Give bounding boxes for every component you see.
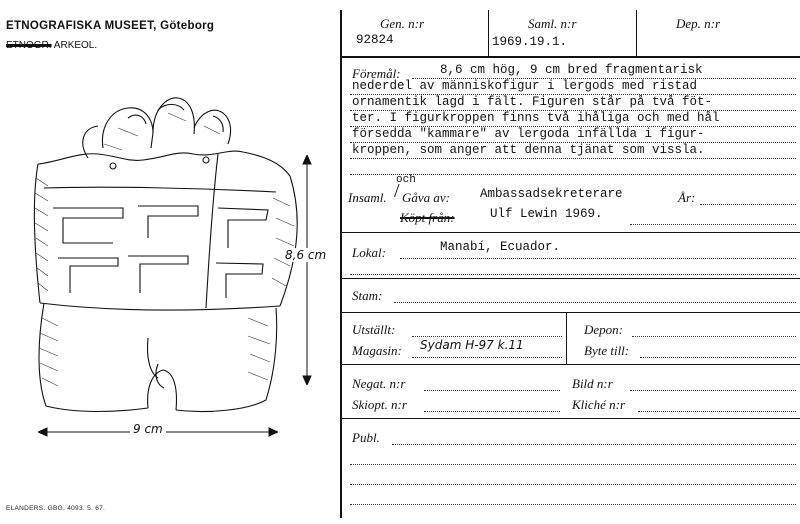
museum-city: Göteborg: [160, 20, 215, 32]
museum-title: ETNOGRAFISKA MUSEET,: [6, 20, 157, 32]
depon-label: Depon:: [584, 322, 623, 337]
utstallt-label: Utställt:: [352, 322, 396, 337]
printer-imprint: ELANDERS. GBG. 4093. 5. 67.: [6, 505, 106, 512]
height-label: 8,6 cm: [285, 248, 327, 262]
department-value: ARKEOL.: [53, 40, 98, 51]
header-bottom-rule: [340, 56, 800, 58]
rule-lokal: [340, 232, 800, 233]
card-left-border: [340, 10, 342, 518]
publ-rule-2: [350, 464, 796, 465]
bild-label: Bild n:r: [572, 376, 613, 391]
gava-rule: [700, 204, 796, 205]
publ-rule-4: [350, 504, 796, 505]
cliche-label: Kliché n:r: [572, 397, 626, 412]
rule-utstallt: [340, 312, 800, 313]
foremal-rule-3: [350, 110, 796, 111]
foremal-rule-7: [350, 174, 796, 175]
foremal-label: Föremål:: [352, 66, 401, 81]
foremal-line-2: nederdel av människofigur i lergods med ristad: [352, 79, 698, 93]
foremal-line-1: 8,6 cm hög, 9 cm bred fragmentarisk: [440, 63, 703, 77]
stam-label: Stam:: [352, 288, 383, 303]
cliche-rule: [638, 411, 796, 412]
publ-rule-3: [350, 484, 796, 485]
foremal-line-3: ornamentik lagd i fält. Figuren står på två föt-: [352, 95, 713, 109]
foremal-line-5: försedda "kammare" av lergoda infällda i figur-: [352, 127, 705, 141]
negat-label: Negat. n:r: [352, 376, 406, 391]
kopt-struck: Köpt från:: [400, 210, 455, 225]
ar-label: År:: [678, 190, 696, 205]
department-struck: ETNOGR.: [6, 40, 52, 51]
header-divider-2: [636, 10, 637, 56]
lokal-value: Manabí, Ecuador.: [440, 240, 561, 254]
gava-label: Gåva av:: [402, 190, 451, 205]
magasin-value: Sydam H-97 k.11: [420, 338, 524, 352]
dep-label: Dep. n:r: [676, 16, 721, 31]
museum-name: [6, 20, 214, 32]
gen-label: Gen. n:r: [380, 16, 425, 31]
foremal-rule-4: [350, 126, 796, 127]
rule-negat: [340, 364, 800, 365]
publ-rule-1: [392, 444, 796, 445]
gava-value: Ambassadsekreterare: [480, 187, 623, 201]
bild-rule: [630, 390, 796, 391]
byte-label: Byte till:: [584, 343, 630, 358]
magasin-rule: [412, 357, 562, 358]
department: [6, 40, 97, 51]
height-dimension: [300, 155, 314, 385]
byte-rule: [640, 357, 796, 358]
utstallt-divider: [566, 312, 567, 364]
foremal-line-4: ter. I figurkroppen finns två ihåliga och med hål: [352, 111, 720, 125]
magasin-label: Magasin:: [352, 343, 402, 358]
lokal-label: Lokal:: [352, 245, 386, 260]
insaml-label: Insaml.: [348, 190, 387, 205]
width-label: 9 cm: [130, 422, 166, 436]
gen-value: 92824: [356, 33, 394, 47]
utstallt-rule: [412, 336, 562, 337]
insaml-slash: /: [394, 180, 400, 202]
saml-label: Saml. n:r: [528, 16, 577, 31]
giver-value: Ulf Lewin 1969.: [490, 207, 603, 221]
foremal-rule-5: [350, 142, 796, 143]
skiopt-rule: [424, 411, 560, 412]
foremal-rule-2: [350, 94, 796, 95]
depon-rule: [632, 336, 796, 337]
negat-rule: [424, 390, 560, 391]
lokal-rule-2: [350, 274, 796, 275]
foremal-rule-6: [350, 158, 796, 159]
giver-rule: [630, 224, 796, 225]
rule-publ: [340, 418, 800, 419]
publ-label: Publ.: [352, 430, 380, 445]
header-divider-1: [488, 10, 489, 56]
foremal-line-6: kroppen, som anger att denna tjänat som vissla.: [352, 143, 705, 157]
saml-value: 1969.19.1.: [492, 35, 568, 49]
och-label: och: [396, 174, 416, 186]
skiopt-label: Skiopt. n:r: [352, 397, 407, 412]
rule-stam: [340, 278, 800, 279]
stam-rule: [394, 302, 796, 303]
foremal-rule-1: [412, 78, 796, 79]
lokal-rule-1: [400, 258, 796, 259]
artifact-drawing: [18, 88, 308, 448]
